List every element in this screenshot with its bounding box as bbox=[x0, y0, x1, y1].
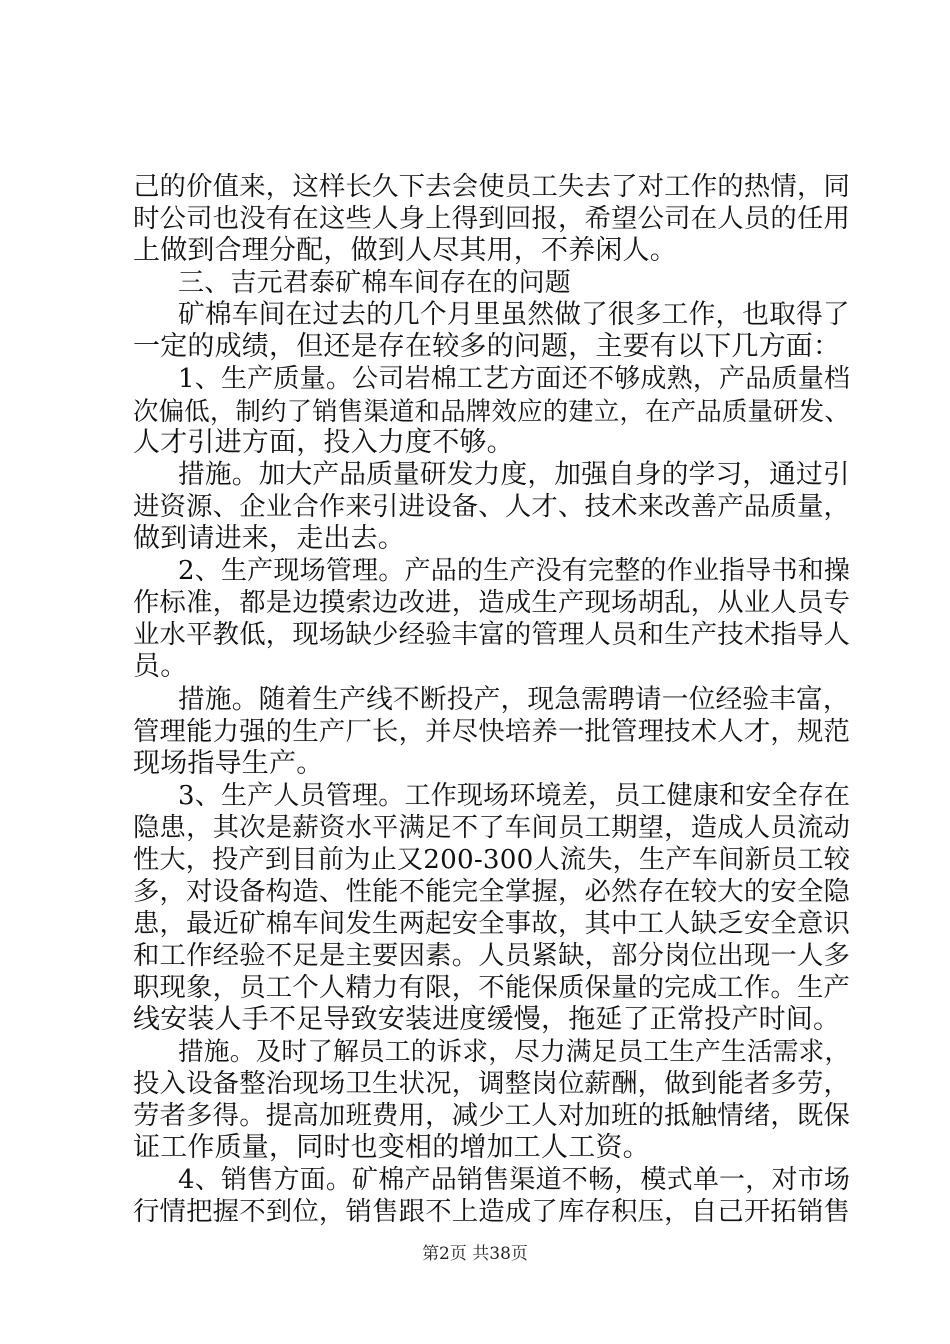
text-line: 矿棉车间在过去的几个月里虽然做了很多工作，也取得了 bbox=[178, 299, 850, 330]
text-line: 管理能力强的生产厂长，并尽快培养一批管理技术人才，规范 bbox=[133, 717, 851, 747]
text-line: 3、生产人员管理。工作现场环境差，员工健康和安全存在 bbox=[178, 781, 851, 811]
text-line: 做到请进来，走出去。 bbox=[133, 523, 405, 554]
text-line: 患，最近矿棉车间发生两起安全事故，其中工人缺乏安全意识 bbox=[133, 909, 851, 939]
text-line: 4、销售方面。矿棉产品销售渠道不畅，模式单一，对市场 bbox=[178, 1165, 851, 1195]
text-line: 现场指导生产。 bbox=[133, 748, 324, 779]
text-line: 一定的成绩，但还是存在较多的问题，主要有以下几方面： bbox=[133, 331, 841, 362]
text-line: 员。 bbox=[133, 651, 188, 682]
text-line: 证工作质量，同时也变相的增加工人工资。 bbox=[133, 1132, 650, 1163]
text-line: 投入设备整治现场卫生状况，调整岗位薪酬，做到能者多劳， bbox=[133, 1069, 851, 1099]
page-number-footer: 第2页 共38页 bbox=[422, 1244, 528, 1264]
section-heading: 三、吉元君泰矿棉车间存在的问题 bbox=[178, 268, 572, 298]
text-line: 隐患，其次是薪资水平满足不了车间员工期望，造成人员流动 bbox=[133, 813, 851, 843]
text-line: 作标准，都是边摸索边改进，造成生产现场胡乱，从业人员专 bbox=[133, 588, 851, 618]
text-line: 和工作经验不足是主要因素。人员紧缺，部分岗位出现一人多 bbox=[133, 941, 851, 971]
text-line: 措施。及时了解员工的诉求，尽力满足员工生产生活需求， bbox=[178, 1037, 851, 1067]
text-line: 上做到合理分配，做到人尽其用，不养闲人。 bbox=[133, 235, 677, 266]
text-line: 时公司也没有在这些人身上得到回报，希望公司在人员的任用 bbox=[133, 204, 851, 234]
text-line: 职现象，员工个人精力有限，不能保质保量的完成工作。生产 bbox=[133, 973, 851, 1003]
text-line: 措施。随着生产线不断投产，现急需聘请一位经验丰富， bbox=[178, 684, 850, 715]
text-line: 多，对设备构造、性能不能完全掌握，必然存在较大的安全隐 bbox=[133, 877, 851, 907]
text-line: 进资源、企业合作来引进设备、人才、技术来改善产品质量， bbox=[133, 492, 851, 522]
text-line: 线安装人手不足导致安装进度缓慢，拖延了正常投产时间。 bbox=[133, 1004, 841, 1035]
text-line: 劳者多得。提高加班费用，减少工人对加班的抵触情绪，既保 bbox=[133, 1101, 851, 1131]
text-line: 措施。加大产品质量研发力度，加强自身的学习，通过引 bbox=[178, 459, 850, 490]
text-line: 2、生产现场管理。产品的生产没有完整的作业指导书和操 bbox=[178, 556, 851, 586]
text-line: 行情把握不到位，销售跟不上造成了库存积压，自己开拓销售 bbox=[133, 1197, 851, 1227]
text-line: 人才引进方面，投入力度不够。 bbox=[133, 427, 514, 458]
text-line: 次偏低，制约了销售渠道和品牌效应的建立，在产品质量研发、 bbox=[133, 396, 850, 426]
text-line: 己的价值来，这样长久下去会使员工失去了对工作的热情，同 bbox=[133, 172, 851, 202]
text-line: 1、生产质量。公司岩棉工艺方面还不够成熟，产品质量档 bbox=[178, 364, 851, 394]
text-line: 业水平教低，现场缺少经验丰富的管理人员和生产技术指导人 bbox=[133, 620, 851, 650]
text-line: 性大，投产到目前为止又200-300人流失，生产车间新员工较 bbox=[133, 845, 851, 875]
